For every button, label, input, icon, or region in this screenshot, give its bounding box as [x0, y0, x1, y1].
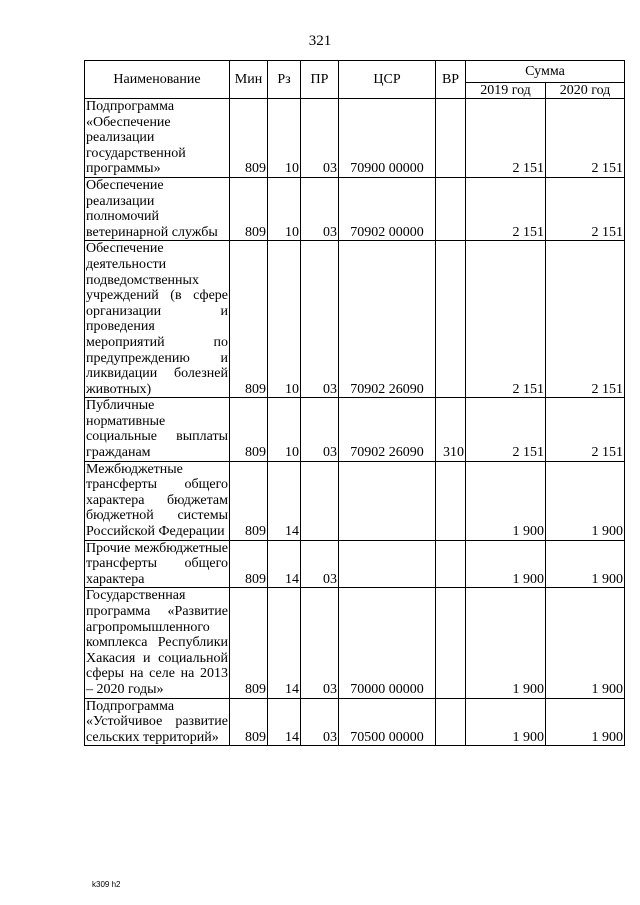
cell-y2020: 2 151 [546, 99, 625, 178]
cell-name: Межбюджетные трансферты общего характера бюджетам бюджетной системы Российской Федерации [86, 461, 228, 540]
header-vr: ВР [436, 61, 466, 99]
header-sum: Сумма [466, 61, 625, 83]
cell-rz: 10 [268, 99, 301, 178]
cell-y2019: 1 900 [466, 461, 546, 540]
cell-min: 809 [230, 461, 268, 540]
cell-rz: 14 [268, 540, 301, 588]
cell-y2019: 1 900 [466, 588, 546, 698]
header-csr: ЦСР [339, 61, 436, 99]
cell-min: 809 [230, 588, 268, 698]
cell-name: Обеспечение деятельности подведомственных учреждений (в сфере организации и проведения мероприятий по предупреждению и ликвидации болезней животных) [86, 241, 228, 397]
cell-vr [436, 99, 466, 178]
table-row [85, 461, 625, 540]
table-row [85, 241, 625, 398]
table-row [85, 177, 625, 240]
cell-y2019: 2 151 [466, 398, 546, 461]
cell-min: 809 [230, 241, 268, 398]
cell-min: 809 [230, 540, 268, 588]
cell-pr: 03 [301, 698, 339, 746]
cell-y2019: 2 151 [466, 241, 546, 398]
header-name: Наименование [85, 61, 230, 99]
cell-vr [436, 588, 466, 698]
cell-vr [436, 540, 466, 588]
cell-pr: 03 [301, 540, 339, 588]
cell-csr: 70902 26090 [339, 398, 436, 461]
cell-vr [436, 461, 466, 540]
cell-min: 809 [230, 698, 268, 746]
cell-y2020: 2 151 [546, 398, 625, 461]
cell-y2019: 1 900 [466, 698, 546, 746]
cell-name: Государственная программа «Развитие агропромышленного комплекса Республики Хакасия и социальной сферы на селе на 2013 – 2020 годы» [86, 588, 228, 697]
cell-y2019: 2 151 [466, 177, 546, 240]
cell-pr: 03 [301, 99, 339, 178]
cell-y2020: 1 900 [546, 540, 625, 588]
table-row [85, 398, 625, 461]
table-row [85, 588, 625, 698]
cell-vr [436, 698, 466, 746]
cell-pr: 03 [301, 177, 339, 240]
cell-rz: 10 [268, 177, 301, 240]
cell-name: Обеспечение реализации полномочий ветеринарной службы [85, 177, 230, 240]
cell-min: 809 [230, 99, 268, 178]
cell-name: Публичные нормативные социальные выплаты гражданам [86, 398, 228, 461]
table-row [85, 99, 625, 178]
cell-name: Прочие межбюджетные трансферты общего характера [86, 540, 228, 587]
cell-min: 809 [230, 398, 268, 461]
cell-y2019: 2 151 [466, 99, 546, 178]
cell-pr: 03 [301, 588, 339, 698]
cell-y2020: 2 151 [546, 241, 625, 398]
cell-min: 809 [230, 177, 268, 240]
cell-rz: 10 [268, 241, 301, 398]
cell-name: Подпрограмма «Устойчивое развитие сельских территорий» [86, 698, 228, 745]
cell-vr: 310 [436, 398, 466, 461]
cell-pr: 03 [301, 398, 339, 461]
cell-csr [339, 461, 436, 540]
cell-y2020: 1 900 [546, 698, 625, 746]
cell-rz: 10 [268, 398, 301, 461]
cell-csr: 70000 00000 [339, 588, 436, 698]
cell-csr: 70902 00000 [339, 177, 436, 240]
footer-code: k309 h2 [92, 880, 121, 889]
cell-y2020: 1 900 [546, 461, 625, 540]
cell-y2019: 1 900 [466, 540, 546, 588]
cell-rz: 14 [268, 698, 301, 746]
cell-rz: 14 [268, 461, 301, 540]
cell-csr: 70900 00000 [339, 99, 436, 178]
cell-pr: 03 [301, 241, 339, 398]
budget-table [84, 60, 625, 746]
cell-csr: 70500 00000 [339, 698, 436, 746]
cell-rz: 14 [268, 588, 301, 698]
header-pr: ПР [301, 61, 339, 99]
cell-y2020: 1 900 [546, 588, 625, 698]
cell-csr: 70902 26090 [339, 241, 436, 398]
header-2020: 2020 год [546, 83, 625, 99]
table-row [85, 540, 625, 588]
cell-vr [436, 177, 466, 240]
cell-vr [436, 241, 466, 398]
header-2019: 2019 год [466, 83, 546, 99]
table-body [85, 99, 625, 746]
cell-csr [339, 540, 436, 588]
header-rz: Рз [268, 61, 301, 99]
page-number: 321 [308, 33, 332, 49]
header-min: Мин [230, 61, 268, 99]
table-row [85, 698, 625, 746]
cell-y2020: 2 151 [546, 177, 625, 240]
cell-pr [301, 461, 339, 540]
cell-name: Подпрограмма «Обеспечение реализации государственной программы» [85, 99, 230, 178]
